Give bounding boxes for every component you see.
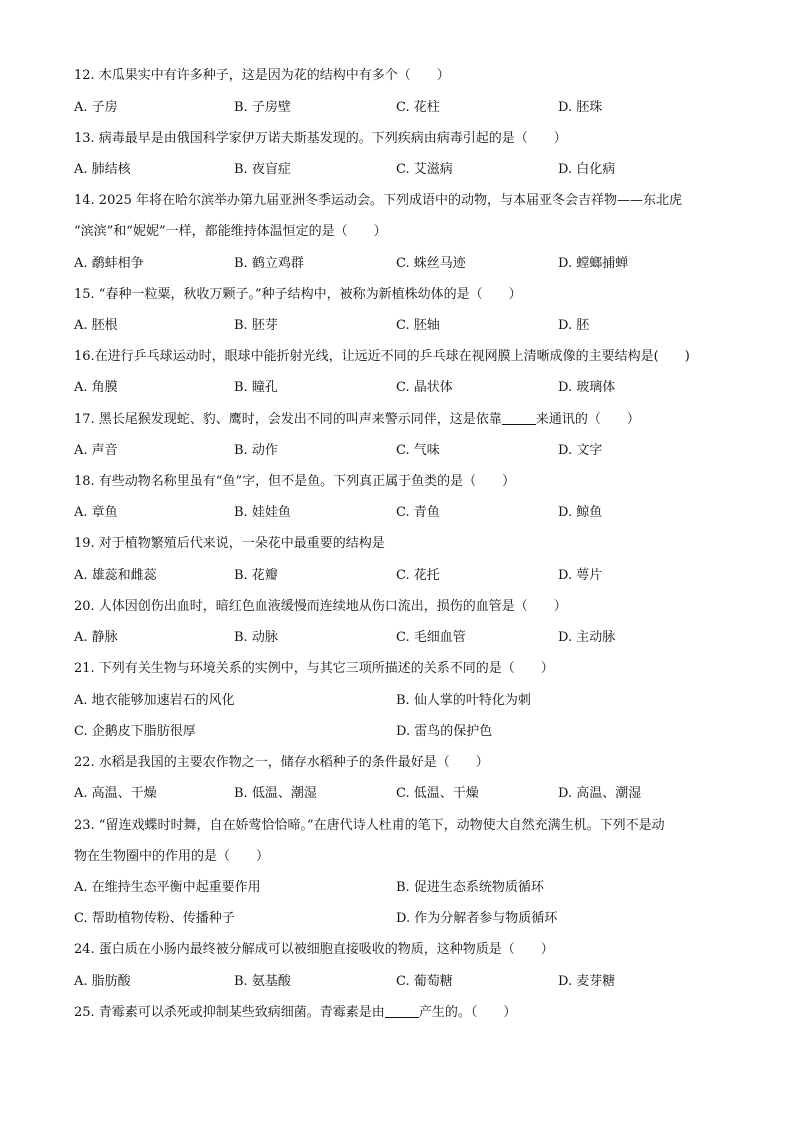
option-a[interactable]: A. 地衣能够加速岩石的风化 <box>74 693 235 708</box>
options-15 <box>74 316 734 336</box>
option-d[interactable]: D. 鲸鱼 <box>558 505 603 520</box>
answer-blank[interactable] <box>502 410 536 425</box>
options-17 <box>74 441 734 461</box>
option-b[interactable]: B. 子房壁 <box>234 100 291 115</box>
option-a[interactable]: A. 章鱼 <box>74 505 118 520</box>
option-a[interactable]: A. 声音 <box>74 443 118 458</box>
option-a[interactable]: A. 高温、干燥 <box>74 786 157 801</box>
question-15: 15. “春种一粒粟，秋收万颗子。”种子结构中，被称为新植株幼体的是（ ） <box>74 287 522 302</box>
options-24 <box>74 972 734 992</box>
option-a[interactable]: A. 鹬蚌相争 <box>74 256 144 271</box>
options-18 <box>74 503 734 523</box>
option-c[interactable]: C. 气味 <box>396 443 440 458</box>
option-c[interactable]: C. 帮助植物传粉、传播种子 <box>74 911 235 926</box>
question-12: 12. 木瓜果实中有许多种子，这是因为花的结构中有多个（ ） <box>74 68 450 83</box>
options-23-row1 <box>74 878 734 898</box>
question-17 <box>74 410 734 430</box>
option-b[interactable]: B. 仙人掌的叶特化为刺 <box>396 693 531 708</box>
option-c[interactable]: C. 花托 <box>396 568 440 583</box>
options-12 <box>74 98 734 118</box>
option-b[interactable]: B. 娃娃鱼 <box>234 505 291 520</box>
options-19 <box>74 566 734 586</box>
question-25-text-a: 25. 青霉素可以杀死或抑制某些致病细菌。青霉素是由 <box>74 1005 385 1020</box>
option-a[interactable]: A. 子房 <box>74 100 118 115</box>
question-25-text-b: 产生的。（ ） <box>418 1005 517 1020</box>
option-d[interactable]: D. 胚 <box>558 318 590 333</box>
option-c[interactable]: C. 晶状体 <box>396 380 453 395</box>
option-b[interactable]: B. 动作 <box>234 443 278 458</box>
option-b[interactable]: B. 花瓣 <box>234 568 278 583</box>
question-19: 19. 对于植物繁殖后代来说，一朵花中最重要的结构是 <box>74 536 385 551</box>
question-25 <box>74 1003 734 1023</box>
option-c[interactable]: C. 花柱 <box>396 100 440 115</box>
option-d[interactable]: D. 高温、潮湿 <box>558 786 642 801</box>
option-d[interactable]: D. 雷鸟的保护色 <box>396 724 493 739</box>
option-d[interactable]: D. 文字 <box>558 443 603 458</box>
question-20: 20. 人体因创伤出血时，暗红色血液缓慢而连续地从伤口流出，损伤的血管是（ ） <box>74 599 567 614</box>
option-d[interactable]: D. 螳螂捕蝉 <box>558 256 629 271</box>
option-b[interactable]: B. 促进生态系统物质循环 <box>396 880 544 895</box>
option-c[interactable]: C. 毛细血管 <box>396 630 466 645</box>
option-d[interactable]: D. 萼片 <box>558 568 603 583</box>
option-a[interactable]: A. 在维持生态平衡中起重要作用 <box>74 880 261 895</box>
answer-blank[interactable] <box>385 1003 419 1018</box>
option-b[interactable]: B. 瞳孔 <box>234 380 278 395</box>
option-c[interactable]: C. 企鹅皮下脂肪很厚 <box>74 724 196 739</box>
option-c[interactable]: C. 青鱼 <box>396 505 440 520</box>
option-b[interactable]: B. 夜盲症 <box>234 162 291 177</box>
options-14 <box>74 254 734 274</box>
option-a[interactable]: A. 角膜 <box>74 380 118 395</box>
question-22: 22. 水稻是我国的主要农作物之一，储存水稻种子的条件最好是（ ） <box>74 755 489 770</box>
question-23: 23. “留连戏蝶时时舞，自在娇莺恰恰啼。”在唐代诗人杜甫的笔下，动物使大自然充满生机。下列不是动 <box>74 818 665 833</box>
question-17-text-b: 来通讯的（ ） <box>535 412 640 427</box>
question-18: 18. 有些动物名称里虽有“鱼”字，但不是鱼。下列真正属于鱼类的是（ ） <box>74 474 516 489</box>
option-d[interactable]: D. 主动脉 <box>558 630 616 645</box>
question-13: 13. 病毒最早是由俄国科学家伊万诺夫斯基发现的。下列疾病由病毒引起的是（ ） <box>74 131 567 146</box>
option-c[interactable]: C. 艾滋病 <box>396 162 453 177</box>
question-14-cont: “滨滨”和“妮妮”一样，都能维持体温恒定的是（ ） <box>74 224 387 239</box>
options-23-row2 <box>74 909 734 929</box>
option-b[interactable]: B. 氨基酸 <box>234 974 291 989</box>
options-21-row2 <box>74 722 734 742</box>
options-22 <box>74 784 734 804</box>
option-d[interactable]: D. 白化病 <box>558 162 616 177</box>
option-b[interactable]: B. 低温、潮湿 <box>234 786 317 801</box>
option-a[interactable]: A. 脂肪酸 <box>74 974 131 989</box>
question-23-cont: 物在生物圈中的作用的是（ ） <box>74 849 270 864</box>
option-b[interactable]: B. 鹤立鸡群 <box>234 256 304 271</box>
question-14: 14. 2025 年将在哈尔滨举办第九届亚洲冬季运动会。下列成语中的动物，与本届亚冬会吉祥物——东北虎 <box>74 193 683 208</box>
option-d[interactable]: D. 胚珠 <box>558 100 603 115</box>
option-a[interactable]: A. 胚根 <box>74 318 118 333</box>
option-a[interactable]: A. 静脉 <box>74 630 118 645</box>
question-21: 21. 下列有关生物与环境关系的实例中，与其它三项所描述的关系不同的是（ ） <box>74 661 554 676</box>
option-b[interactable]: B. 动脉 <box>234 630 278 645</box>
options-20 <box>74 628 734 648</box>
options-13 <box>74 160 734 180</box>
options-21-row1 <box>74 691 734 711</box>
option-d[interactable]: D. 麦芽糖 <box>558 974 616 989</box>
option-c[interactable]: C. 低温、干燥 <box>396 786 479 801</box>
option-a[interactable]: A. 肺结核 <box>74 162 131 177</box>
option-c[interactable]: C. 葡萄糖 <box>396 974 453 989</box>
option-c[interactable]: C. 胚轴 <box>396 318 440 333</box>
question-16: 16.在进行乒乓球运动时，眼球中能折射光线，让远近不同的乒乓球在视网膜上清晰成像的主要结构是( ) <box>74 349 690 364</box>
options-16 <box>74 378 734 398</box>
option-b[interactable]: B. 胚芽 <box>234 318 278 333</box>
option-d[interactable]: D. 作为分解者参与物质循环 <box>396 911 558 926</box>
option-d[interactable]: D. 玻璃体 <box>558 380 616 395</box>
option-a[interactable]: A. 雄蕊和雌蕊 <box>74 568 157 583</box>
option-c[interactable]: C. 蛛丝马迹 <box>396 256 466 271</box>
question-24: 24. 蛋白质在小肠内最终被分解成可以被细胞直接吸收的物质，这种物质是（ ） <box>74 942 554 957</box>
question-17-text-a: 17. 黑长尾猴发现蛇、豹、鹰时，会发出不同的叫声来警示同伴，这是依靠 <box>74 412 502 427</box>
